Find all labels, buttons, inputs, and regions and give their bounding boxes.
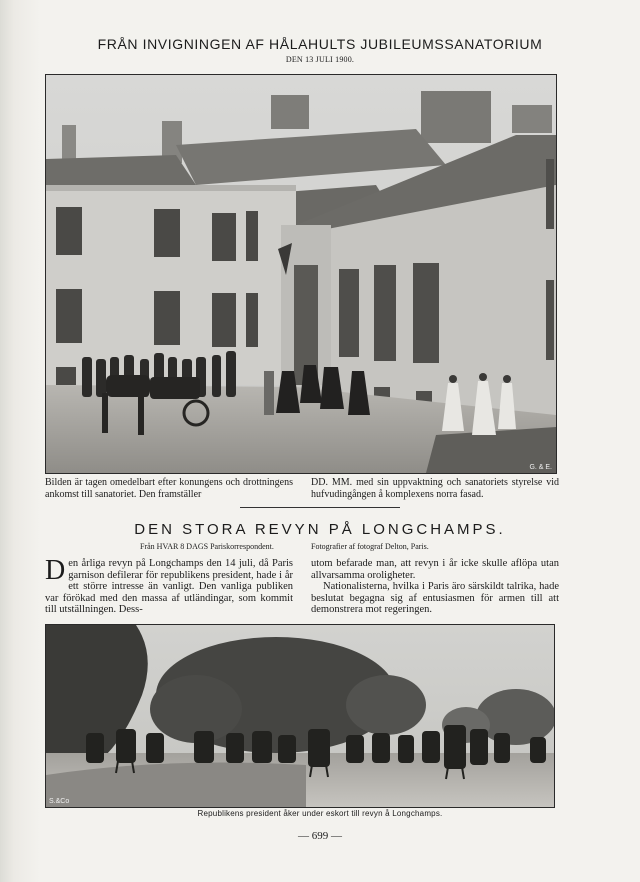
longchamps-photo [45, 624, 555, 808]
photo2-signature: S.&Co [49, 798, 70, 805]
sanatorium-caption-left: Bilden är tagen omedelbart efter konungens och drottningens ankomst till sanatoriet. Den framställer [45, 477, 293, 500]
longchamps-caption: Republikens president åker under eskort till revyn å Longchamps. [197, 809, 443, 818]
article-photo-credit: Fotografier af fotograf Delton, Paris. [311, 542, 429, 551]
sanatorium-caption-right: DD. MM. med sin uppvaktning och sanatoriets styrelse vid hufvudingången å komplexens norra fasad. [311, 477, 559, 500]
page-number: — 699 — [298, 830, 342, 842]
article-source: Från HVAR 8 DAGS Pariskorrespondent. [140, 542, 274, 551]
article-col1-text: en årliga revyn på Longchamps den 14 juli, då Paris garnison defilerar för republikens president, hade i år ett större intresse än vanligt. Den vanliga publiken var förökad med den massa af utländingar, som kommit till utställningen. Dess- [45, 558, 293, 616]
article-column-right [311, 558, 559, 616]
page-date: DEN 13 JULI 1900. [285, 55, 355, 64]
article-dropcap: D [45, 555, 66, 586]
article-column-left [45, 555, 293, 616]
section-divider [240, 507, 400, 508]
longchamps-photo-drawing [46, 625, 554, 807]
sanatorium-photo [45, 74, 557, 474]
article-col2-para1: utom befarade man, att revyn i år icke skulle aflöpa utan allvarsamma oroligheter. [311, 558, 559, 581]
article-title: DEN STORA REVYN PÅ LONGCHAMPS. [134, 521, 506, 538]
page-title: FRÅN INVIGNINGEN AF HÅLAHULTS JUBILEUMSSANATORIUM [97, 36, 543, 52]
sanatorium-photo-drawing [46, 75, 556, 473]
photographer-signature: G. & E. [529, 464, 552, 471]
article-col2-para2: Nationalisterna, hvilka i Paris äro särskildt talrika, hade beslutat begagna sig af entusiasmen för armen till att demonstrera mot regeringen. [311, 581, 559, 616]
